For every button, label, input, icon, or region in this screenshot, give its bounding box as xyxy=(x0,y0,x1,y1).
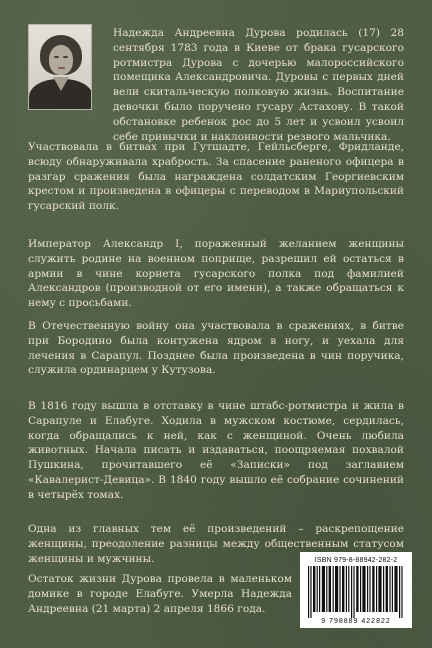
isbn-barcode-box xyxy=(300,552,412,628)
portrait-image xyxy=(28,24,92,110)
portrait-face xyxy=(49,45,73,75)
barcode-icon xyxy=(305,566,407,618)
paragraph-retirement: В 1816 году вышла в отставку в чине штабс-ротмистра и жила в Сарапуле и Елабуге. Ходила в мужском костюме, сердилась, когда обращались к ней, как с женщиной. Очень любила животных. Начала писать и издаваться, поощряемая похвалой Пушкина, прочитавшего её «Записки» под заглавием «Кавалерист-Девица». В 1840 году вышло её собрание сочинений в четырёх томах. xyxy=(28,400,404,501)
paragraph-intro: Надежда Андреевна Дурова родилась (17) 28 сентября 1783 года в Киеве от брака гусарского ротмистра Дурова с дочерью малороссийского помещика Александровича. Дуровы с первых дней вели скитальческую полковую жизнь. Воспитание девочки было поручено гусару Астахову. В такой обстановке ребенок рос до 5 лет и усвоил усвоил себе привычки и наклонности резвого мальчика. xyxy=(113,27,404,143)
portrait-eye xyxy=(54,56,59,58)
paragraph-patriotic-war: В Отечественную войну она участвовала в сражениях, в битве при Бородино была контужена ядром в ногу, и уехала для лечения в Сарапул. Позднее была произведена в чин поручика, служила ординарцем у Кутузова. xyxy=(28,320,404,377)
isbn-label: ISBN 979-8-88942-282-2 xyxy=(314,557,398,564)
paragraph-themes: Одна из главных тем её произведений – раскрепощение женщины, преодоление разницы между общественным статусом женщины и мужчины. xyxy=(28,523,404,565)
barcode-digits: 9 798889 422822 xyxy=(321,618,391,625)
portrait-eye xyxy=(63,56,68,58)
portrait-mouth xyxy=(58,67,65,69)
paragraph-emperor: Император Александр I, пораженный желанием женщины служить родине на военном поприще, разрешил ей остаться в армии в чине корнета гусарского полка под фамилией Александров (производной от его имени), а также обращаться к нему с просьбами. xyxy=(28,238,404,310)
paragraph-battles: Участвовала в битвах при Гутшадте, Гейльсберге, Фридланде, всюду обнаруживала храбрость. За спасение раненого офицера в разгар сражения была награждена солдатским Георгиевским крестом и произведена в офицеры с переводом в Мариупольский гусарский полк. xyxy=(28,141,404,213)
paragraph-final-years: Остаток жизни Дурова провела в маленьком домике в городе Елабуге. Умерла Надежда Андреевна (21 марта) 2 апреля 1866 года. xyxy=(28,573,292,615)
